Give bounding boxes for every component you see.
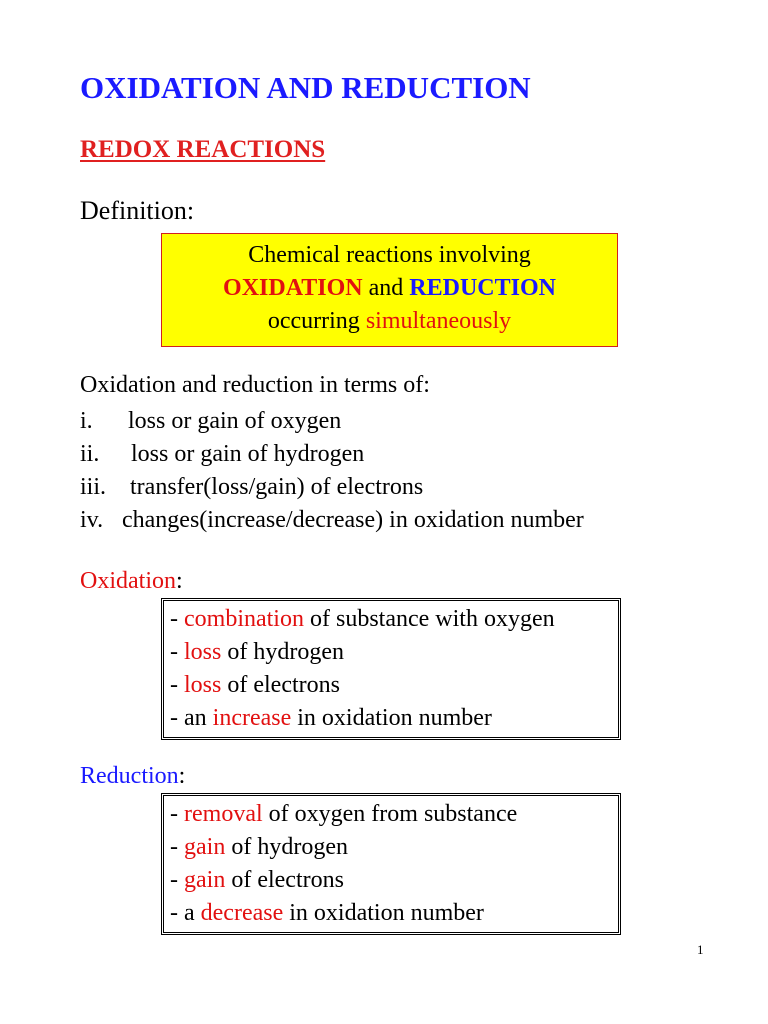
row-rest: of electrons — [225, 867, 344, 893]
row-rest: of electrons — [221, 672, 340, 698]
row-rest: in oxidation number — [291, 705, 492, 731]
row-prefix: - — [170, 834, 184, 860]
oxidation-row — [170, 702, 618, 735]
list-item-text: loss or gain of oxygen — [128, 408, 342, 434]
row-prefix: - — [170, 867, 184, 893]
row-rest: of hydrogen — [225, 834, 348, 860]
row-prefix: - an — [170, 705, 213, 731]
row-rest: of hydrogen — [221, 639, 344, 665]
definition-oxidation-word: OXIDATION — [223, 275, 363, 301]
page-number: 1 — [697, 942, 704, 957]
list-item-number: i. — [80, 408, 93, 434]
oxidation-label-word: Oxidation — [80, 568, 176, 594]
oxidation-row — [170, 636, 618, 669]
oxidation-row — [170, 669, 618, 702]
row-prefix: - — [170, 801, 184, 827]
row-rest: in oxidation number — [283, 900, 484, 926]
row-keyword: loss — [184, 639, 222, 665]
reduction-label-word: Reduction — [80, 763, 179, 789]
definition-occurring-word: occurring — [267, 308, 366, 334]
list-item-number: iv. — [80, 507, 104, 533]
definition-reduction-word: REDUCTION — [409, 275, 556, 301]
oxidation-label-colon: : — [176, 568, 183, 594]
list-item-text: loss or gain of hydrogen — [131, 441, 365, 467]
row-keyword: decrease — [200, 900, 284, 926]
list-item-number: iii. — [80, 474, 107, 500]
definition-label: Definition: — [80, 196, 195, 225]
row-keyword: removal — [184, 801, 263, 827]
row-prefix: - — [170, 606, 184, 632]
oxidation-row — [170, 603, 618, 636]
row-rest: of oxygen from substance — [262, 801, 518, 827]
row-keyword: loss — [184, 672, 222, 698]
reduction-label-colon: : — [178, 763, 186, 789]
definition-simultaneously-word: simultaneously — [365, 308, 512, 334]
definition-line-3 — [162, 305, 617, 338]
list-item-text: transfer(loss/gain) of electrons — [130, 474, 424, 500]
row-prefix: - — [170, 672, 184, 698]
definition-line-1: Chemical reactions involving — [248, 242, 531, 268]
reduction-box — [161, 793, 621, 935]
definition-line-2 — [162, 272, 617, 305]
definition-and-word: and — [362, 275, 410, 301]
row-keyword: gain — [184, 867, 226, 893]
terms-intro: Oxidation and reduction in terms of: — [80, 372, 430, 398]
row-keyword: combination — [184, 606, 304, 632]
reduction-row — [170, 798, 618, 831]
row-keyword: gain — [184, 834, 226, 860]
reduction-row — [170, 864, 618, 897]
reduction-row — [170, 897, 618, 930]
row-keyword: increase — [212, 705, 292, 731]
oxidation-label — [80, 568, 183, 595]
definition-box — [161, 233, 618, 347]
oxidation-box — [161, 598, 621, 740]
row-prefix: - — [170, 639, 184, 665]
list-item-number: ii. — [80, 441, 100, 467]
reduction-label — [80, 763, 185, 790]
row-prefix: - a — [170, 900, 201, 926]
row-rest: of substance with oxygen — [303, 606, 555, 632]
section-heading-redox: REDOX REACTIONS — [80, 136, 326, 163]
page-title: OXIDATION AND REDUCTION — [80, 70, 531, 105]
list-item-text: changes(increase/decrease) in oxidation number — [122, 507, 584, 533]
reduction-row — [170, 831, 618, 864]
